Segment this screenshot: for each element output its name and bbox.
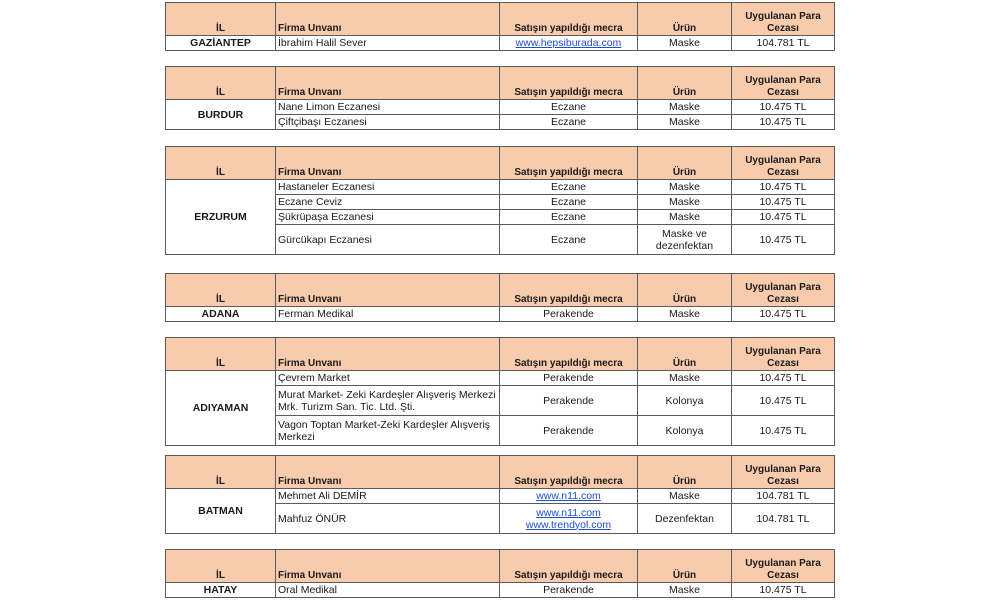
province-block — [165, 146, 834, 255]
province-name: ADIYAMAN — [166, 371, 276, 446]
header-mecra: Satışın yapıldığı mecra — [500, 274, 638, 307]
province-table — [165, 455, 835, 534]
header-urun: Ürün — [638, 147, 732, 180]
header-urun: Ürün — [638, 3, 732, 36]
table-row — [166, 100, 835, 115]
product: Maske — [638, 210, 732, 225]
province-table — [165, 66, 835, 130]
province-table — [165, 549, 835, 598]
company-name: İbrahim Halil Sever — [276, 36, 500, 51]
province-block — [165, 273, 834, 322]
header-firma: Firma Unvanı — [276, 456, 500, 489]
header-mecra: Satışın yapıldığı mecra — [500, 67, 638, 100]
sales-channel: Perakende — [500, 386, 638, 416]
province-block — [165, 549, 834, 598]
company-name: Nane Limon Eczanesi — [276, 100, 500, 115]
product: Maske — [638, 307, 732, 322]
sales-channel: Eczane — [500, 195, 638, 210]
header-urun: Ürün — [638, 67, 732, 100]
header-row — [166, 147, 835, 180]
fine-amount: 10.475 TL — [732, 210, 835, 225]
sales-channel-link[interactable] — [500, 504, 638, 534]
header-row — [166, 550, 835, 583]
header-ceza: Uygulanan Para Cezası — [732, 274, 835, 307]
product: Maske — [638, 489, 732, 504]
header-firma: Firma Unvanı — [276, 147, 500, 180]
header-mecra: Satışın yapıldığı mecra — [500, 456, 638, 489]
sales-channel: Perakende — [500, 371, 638, 386]
header-row — [166, 67, 835, 100]
fine-amount: 10.475 TL — [732, 195, 835, 210]
fine-amount: 104.781 TL — [732, 489, 835, 504]
fine-amount: 10.475 TL — [732, 115, 835, 130]
province-table — [165, 2, 835, 51]
hyperlink[interactable]: www.n11.com www.trendyol.com — [525, 506, 612, 531]
header-urun: Ürün — [638, 274, 732, 307]
product: Dezenfektan — [638, 504, 732, 534]
province-table — [165, 146, 835, 255]
company-name: Murat Market- Zeki Kardeşler Alışveriş Merkezi Mrk. Turizm San. Tic. Ltd. Şti. — [276, 386, 500, 416]
product: Kolonya — [638, 416, 732, 446]
header-firma: Firma Unvanı — [276, 550, 500, 583]
header-row — [166, 456, 835, 489]
fine-amount: 10.475 TL — [732, 583, 835, 598]
company-name: Eczane Ceviz — [276, 195, 500, 210]
header-ceza: Uygulanan Para Cezası — [732, 456, 835, 489]
sales-channel: Eczane — [500, 210, 638, 225]
province-name: BATMAN — [166, 489, 276, 534]
sales-channel: Eczane — [500, 115, 638, 130]
province-name: GAZİANTEP — [166, 36, 276, 51]
header-il: İL — [166, 274, 276, 307]
product: Maske — [638, 371, 732, 386]
header-firma: Firma Unvanı — [276, 274, 500, 307]
hyperlink[interactable]: www.n11.com — [536, 490, 601, 502]
header-il: İL — [166, 3, 276, 36]
table-row — [166, 489, 835, 504]
fine-amount: 104.781 TL — [732, 504, 835, 534]
company-name: Mehmet Ali DEMİR — [276, 489, 500, 504]
sales-channel: Perakende — [500, 416, 638, 446]
product: Maske — [638, 115, 732, 130]
header-mecra: Satışın yapıldığı mecra — [500, 338, 638, 371]
product: Maske ve dezenfektan — [638, 225, 732, 255]
sales-channel-link[interactable] — [500, 36, 638, 51]
province-name: ERZURUM — [166, 180, 276, 255]
company-name: Vagon Toptan Market-Zeki Kardeşler Alışveriş Merkezi — [276, 416, 500, 446]
company-name: Hastaneler Eczanesi — [276, 180, 500, 195]
province-name: ADANA — [166, 307, 276, 322]
province-table — [165, 273, 835, 322]
header-urun: Ürün — [638, 338, 732, 371]
header-firma: Firma Unvanı — [276, 67, 500, 100]
fine-amount: 10.475 TL — [732, 307, 835, 322]
header-urun: Ürün — [638, 456, 732, 489]
header-row — [166, 338, 835, 371]
fine-amount: 10.475 TL — [732, 180, 835, 195]
hyperlink[interactable]: www.hepsiburada.com — [515, 37, 622, 49]
fine-amount: 10.475 TL — [732, 386, 835, 416]
sales-channel: Perakende — [500, 583, 638, 598]
header-firma: Firma Unvanı — [276, 338, 500, 371]
header-ceza: Uygulanan Para Cezası — [732, 3, 835, 36]
header-il: İL — [166, 338, 276, 371]
product: Kolonya — [638, 386, 732, 416]
sales-channel: Eczane — [500, 225, 638, 255]
fine-amount: 10.475 TL — [732, 416, 835, 446]
header-urun: Ürün — [638, 550, 732, 583]
province-block — [165, 2, 834, 51]
fine-amount: 10.475 TL — [732, 371, 835, 386]
header-ceza: Uygulanan Para Cezası — [732, 67, 835, 100]
company-name: Şükrüpaşa Eczanesi — [276, 210, 500, 225]
province-block — [165, 455, 834, 534]
fine-amount: 10.475 TL — [732, 100, 835, 115]
company-name: Ferman Medikal — [276, 307, 500, 322]
sales-channel: Eczane — [500, 100, 638, 115]
header-mecra: Satışın yapıldığı mecra — [500, 3, 638, 36]
table-row — [166, 371, 835, 386]
province-table — [165, 337, 835, 446]
sales-channel: Eczane — [500, 180, 638, 195]
table-row — [166, 180, 835, 195]
header-il: İL — [166, 67, 276, 100]
header-ceza: Uygulanan Para Cezası — [732, 338, 835, 371]
sales-channel-link[interactable] — [500, 489, 638, 504]
company-name: Oral Medikal — [276, 583, 500, 598]
header-row — [166, 274, 835, 307]
province-block — [165, 66, 834, 130]
table-row — [166, 583, 835, 598]
header-il: İL — [166, 147, 276, 180]
company-name: Çevrem Market — [276, 371, 500, 386]
province-name: HATAY — [166, 583, 276, 598]
header-il: İL — [166, 456, 276, 489]
header-mecra: Satışın yapıldığı mecra — [500, 550, 638, 583]
company-name: Gürcükapı Eczanesi — [276, 225, 500, 255]
province-block — [165, 337, 834, 446]
sales-channel: Perakende — [500, 307, 638, 322]
product: Maske — [638, 36, 732, 51]
product: Maske — [638, 180, 732, 195]
fine-amount: 104.781 TL — [732, 36, 835, 51]
company-name: Çiftçibaşı Eczanesi — [276, 115, 500, 130]
product: Maske — [638, 583, 732, 598]
header-firma: Firma Unvanı — [276, 3, 500, 36]
product: Maske — [638, 100, 732, 115]
table-row — [166, 36, 835, 51]
product: Maske — [638, 195, 732, 210]
header-mecra: Satışın yapıldığı mecra — [500, 147, 638, 180]
header-ceza: Uygulanan Para Cezası — [732, 147, 835, 180]
table-row — [166, 307, 835, 322]
header-il: İL — [166, 550, 276, 583]
header-ceza: Uygulanan Para Cezası — [732, 550, 835, 583]
province-name: BURDUR — [166, 100, 276, 130]
header-row — [166, 3, 835, 36]
company-name: Mahfuz ÖNÜR — [276, 504, 500, 534]
fine-amount: 10.475 TL — [732, 225, 835, 255]
